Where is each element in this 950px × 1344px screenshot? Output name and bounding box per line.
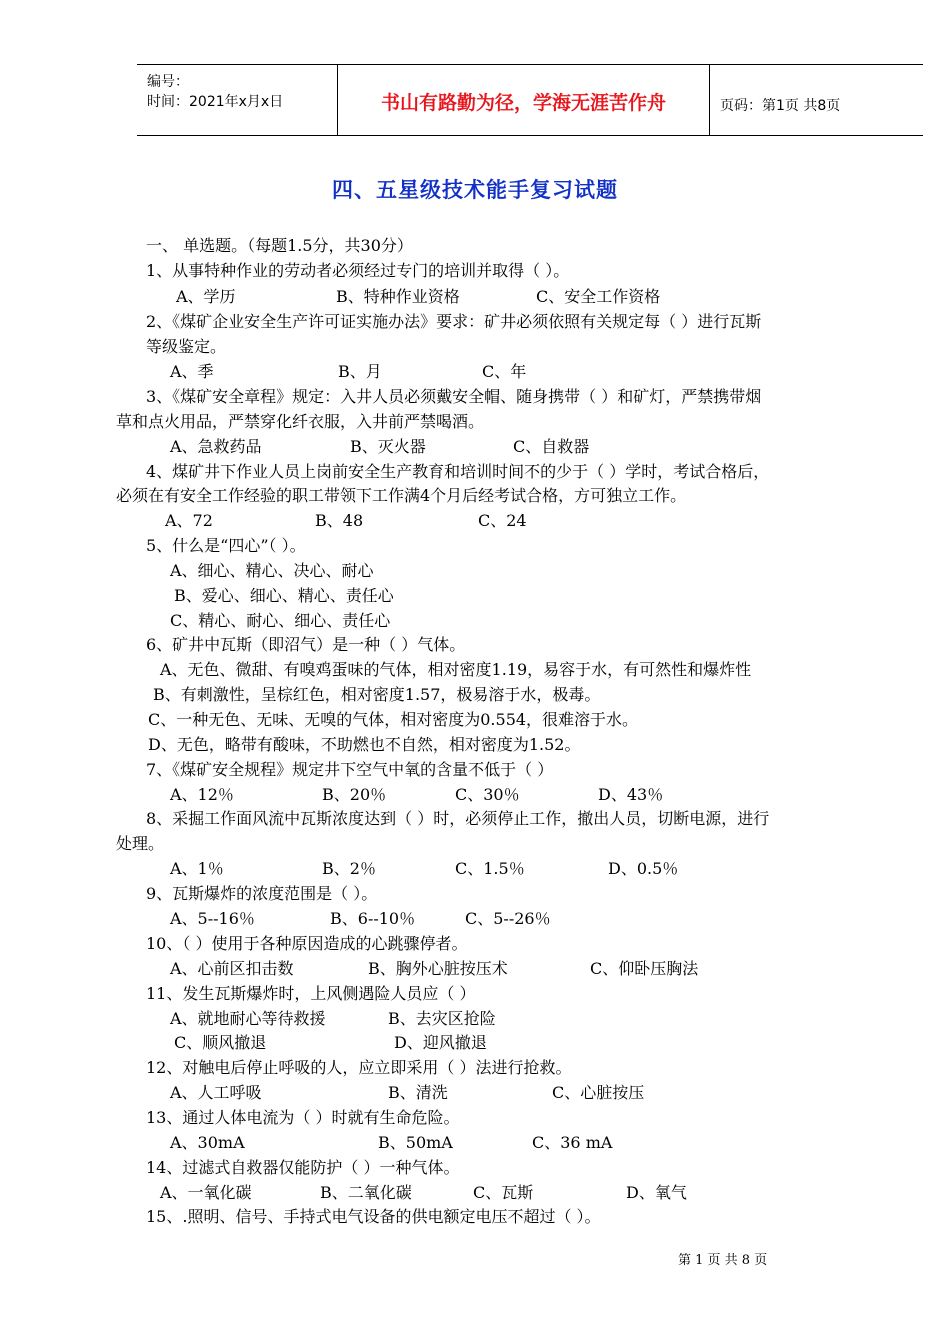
option: C、一种无色、无味、无嗅的气体，相对密度为0.554，很难溶于水。 — [148, 710, 639, 729]
header-info-cell — [137, 65, 338, 135]
option: B、清洗 — [388, 1083, 448, 1102]
question-3-options — [170, 437, 590, 457]
question-11-options-row1 — [170, 1009, 496, 1029]
option: B、去灾区抢险 — [388, 1009, 496, 1028]
question-8-options — [170, 859, 679, 879]
option: C、顺风撤退 — [174, 1033, 267, 1052]
option: A、季 — [170, 362, 214, 381]
question-13: 13、通过人体电流为（ ）时就有生命危险。 — [146, 1108, 460, 1127]
option: C、36 mA — [532, 1133, 613, 1152]
question-7: 7、《煤矿安全规程》规定井下空气中氧的含量不低于（ ） — [146, 760, 554, 779]
option: B、胸外心脏按压术 — [368, 959, 508, 978]
option: A、就地耐心等待救援 — [170, 1009, 326, 1028]
question-9: 9、瓦斯爆炸的浓度范围是（ ）。 — [146, 884, 378, 903]
question-2: 2、《煤矿企业安全生产许可证实施办法》要求：矿井必须依照有关规定每（ ）进行瓦斯 — [146, 312, 762, 331]
number-label: 编号： — [147, 74, 189, 90]
option: C、年 — [482, 362, 527, 381]
option: A、12％ — [170, 785, 234, 804]
time-label: 时间：2021年x月x日 — [147, 94, 284, 110]
question-12: 12、对触电后停止呼吸的人，应立即采用（ ）法进行抢救。 — [146, 1058, 572, 1077]
option: C、5--26％ — [465, 909, 551, 928]
option: A、30mA — [170, 1133, 245, 1152]
header-motto-cell — [338, 65, 710, 135]
option: C、仰卧压胸法 — [590, 959, 699, 978]
page-footer: 第 1 页 共 8 页 — [678, 1253, 768, 1268]
option: A、细心、精心、决心、耐心 — [170, 561, 374, 580]
section-heading: 一、 单选题。（每题1.5分，共30分） — [146, 236, 413, 255]
motto: 书山有路勤为径，学海无涯苦作舟 — [380, 92, 666, 114]
header-page-cell — [710, 65, 923, 135]
option: C、心脏按压 — [552, 1083, 645, 1102]
question-11-options-row2 — [174, 1033, 487, 1053]
question-2-cont: 等级鉴定。 — [146, 337, 227, 356]
question-8-cont: 处理。 — [116, 834, 165, 853]
question-8: 8、采掘工作面风流中瓦斯浓度达到（ ）时，必须停止工作，撤出人员，切断电源，进行 — [146, 809, 770, 828]
option: A、心前区扣击数 — [170, 959, 294, 978]
question-10: 10、（ ）使用于各种原因造成的心跳骤停者。 — [146, 934, 468, 953]
question-1: 1、从事特种作业的劳动者必须经过专门的培训并取得（ ）。 — [146, 261, 570, 280]
question-2-options — [170, 362, 527, 382]
question-14: 14、过滤式自救器仅能防护（ ）一种气体。 — [146, 1158, 460, 1177]
option: C、30％ — [455, 785, 520, 804]
option: B、灭火器 — [350, 437, 426, 456]
page-code: 页码：第1页 共8页 — [720, 98, 841, 114]
question-14-options — [160, 1183, 687, 1203]
question-4-options — [165, 511, 527, 531]
question-7-options — [170, 785, 664, 805]
option: A、人工呼吸 — [170, 1083, 262, 1102]
option: B、特种作业资格 — [336, 287, 460, 306]
option: A、无色、微甜、有嗅鸡蛋味的气体，相对密度1.19，易容于水，有可然性和爆炸性 — [160, 660, 752, 679]
option: D、43％ — [598, 785, 664, 804]
option: B、50mA — [378, 1133, 453, 1152]
option: B、爱心、细心、精心、责任心 — [174, 586, 394, 605]
option: D、无色，略带有酸味，不助燃也不自然，相对密度为1.52。 — [148, 735, 581, 754]
document-title: 四、五星级技术能手复习试题 — [332, 177, 618, 202]
option: B、2％ — [322, 859, 376, 878]
option: C、1.5％ — [455, 859, 525, 878]
question-11: 11、发生瓦斯爆炸时，上风侧遇险人员应（ ） — [146, 984, 476, 1003]
question-3-cont: 草和点火用品，严禁穿化纤衣服，入井前严禁喝酒。 — [116, 412, 485, 431]
option: C、瓦斯 — [473, 1183, 534, 1202]
question-3: 3、《煤矿安全章程》规定：入井人员必须戴安全帽、随身携带（ ）和矿灯，严禁携带烟 — [146, 387, 762, 406]
question-5: 5、什么是“四心”（ ）。 — [146, 536, 306, 555]
option: D、迎风撤退 — [394, 1033, 487, 1052]
option: A、急救药品 — [170, 437, 262, 456]
question-15: 15、.照明、信号、手持式电气设备的供电额定电压不超过（ ）。 — [146, 1207, 601, 1226]
option: C、精心、耐心、细心、责任心 — [170, 611, 391, 630]
option: B、6--10％ — [330, 909, 416, 928]
option: D、0.5％ — [608, 859, 679, 878]
option: C、24 — [478, 511, 527, 530]
option: B、20％ — [322, 785, 387, 804]
option: A、学历 — [176, 287, 236, 306]
option: A、一氧化碳 — [160, 1183, 252, 1202]
option: B、月 — [338, 362, 382, 381]
question-1-options — [176, 287, 661, 307]
option: B、二氧化碳 — [320, 1183, 412, 1202]
option: B、48 — [315, 511, 364, 530]
option: A、5--16％ — [170, 909, 255, 928]
header-table — [137, 64, 923, 136]
option: A、1％ — [170, 859, 224, 878]
question-12-options — [170, 1083, 645, 1103]
question-10-options — [170, 959, 699, 979]
question-4: 4、煤矿井下作业人员上岗前安全生产教育和培训时间不的少于（ ）学时，考试合格后， — [146, 462, 770, 481]
question-4-cont: 必须在有安全工作经验的职工带领下工作满4个月后经考试合格，方可独立工作。 — [116, 486, 687, 505]
option: C、安全工作资格 — [536, 287, 661, 306]
question-6: 6、矿井中瓦斯（即沼气）是一种（ ）气体。 — [146, 635, 466, 654]
option: B、有刺激性，呈棕红色，相对密度1.57，极易溶于水，极毒。 — [153, 685, 601, 704]
option: C、自救器 — [513, 437, 590, 456]
option: D、氧气 — [626, 1183, 687, 1202]
question-9-options — [170, 909, 551, 929]
question-13-options — [170, 1133, 613, 1153]
option: A、72 — [165, 511, 213, 530]
